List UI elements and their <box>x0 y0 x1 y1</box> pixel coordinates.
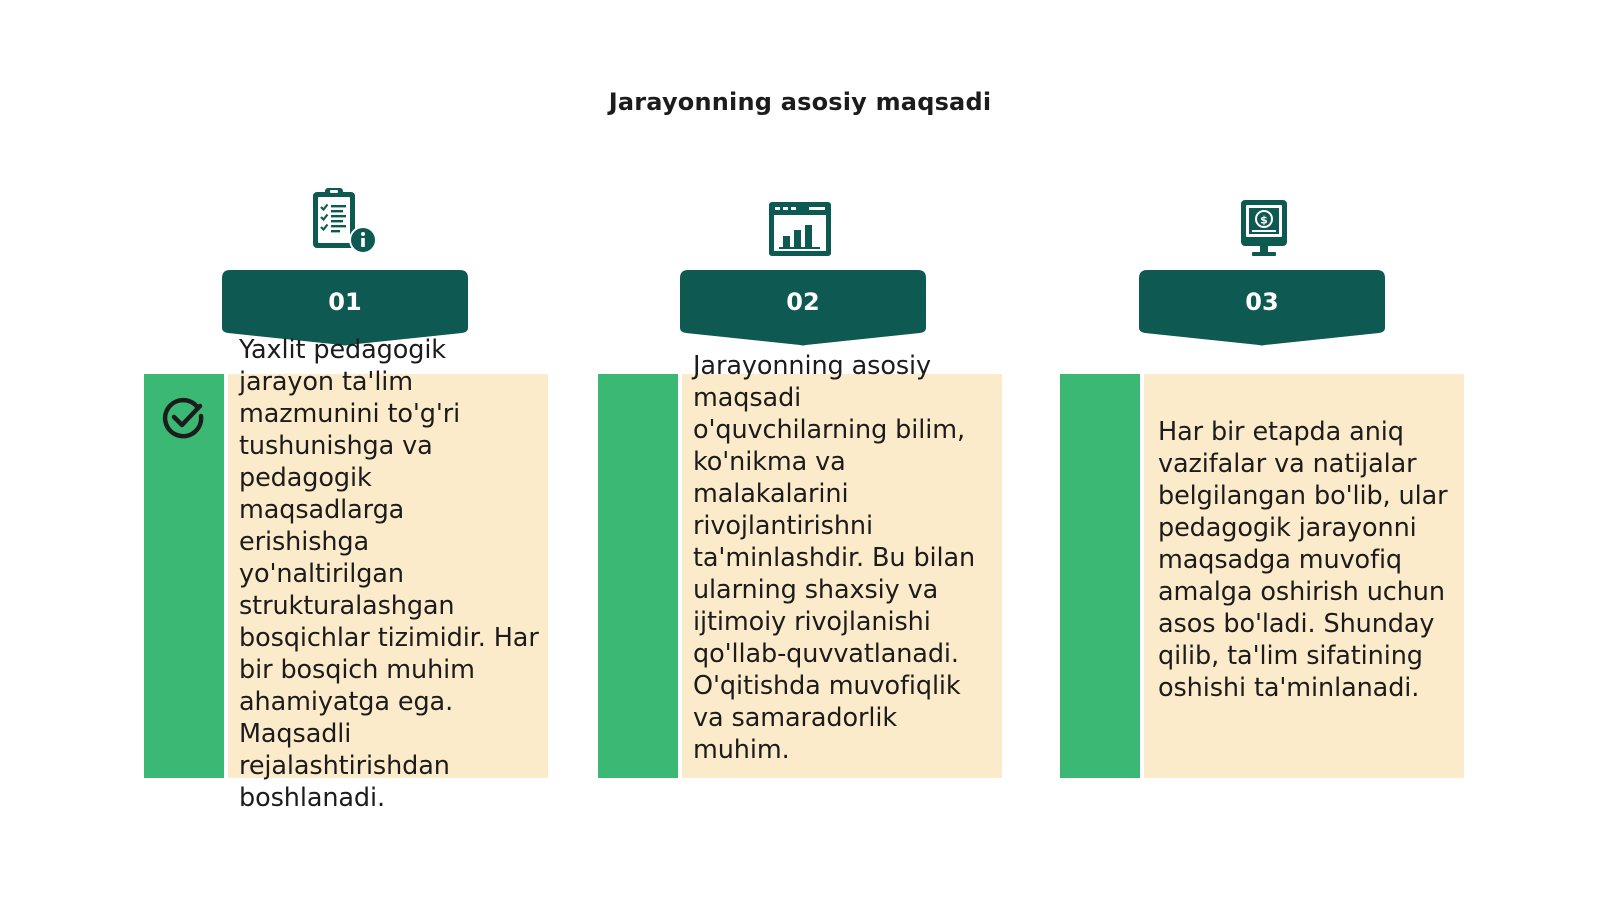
page-title: Jarayonning asosiy maqsadi <box>608 88 992 116</box>
step-tab-03 <box>1139 270 1385 346</box>
bar-chart-window-icon <box>767 200 833 258</box>
card-text: Yaxlit pedagogik jarayon ta'lim mazmunini to'g'ri tushunishga va pedagogik maqsadlarga erishishga yo'naltirilgan strukturalashgan bosqichlar tizimidir. Har bir bosqich muhim ahamiyatga ega. Maqsadli rejalashtirishdan boshlanadi. <box>239 335 539 813</box>
green-accent-bar <box>1060 374 1140 778</box>
dollar-monitor-icon <box>1238 198 1290 258</box>
card-text: Jarayonning asosiy maqsadi o'quvchilarning bilim, ko'nikma va malakalarini rivojlantirishni ta'minlashdir. Bu bilan ularning shaxsiy va ijtimoiy rivojlanishi qo'llab-quvvatlanadi. O'qitishda muvofiqlik va samaradorlik muhim. <box>693 351 976 765</box>
svg-text:$: $ <box>1260 213 1268 227</box>
step-number: 02 <box>786 288 820 316</box>
step-tab-02 <box>680 270 926 346</box>
step-number: 01 <box>328 288 362 316</box>
step-number: 03 <box>1245 288 1279 316</box>
checkmark-circle-icon <box>161 394 207 444</box>
card-text: Har bir etapda aniq vazifalar va natijalar belgilangan bo'lib, ular pedagogik jarayonni maqsadga muvofiq amalga oshirish uchun asos bo'ladi. Shunday qilib, ta'lim sifatining oshishi ta'minlanadi. <box>1158 417 1448 703</box>
clipboard-info-icon <box>310 186 380 256</box>
green-accent-bar <box>598 374 678 778</box>
